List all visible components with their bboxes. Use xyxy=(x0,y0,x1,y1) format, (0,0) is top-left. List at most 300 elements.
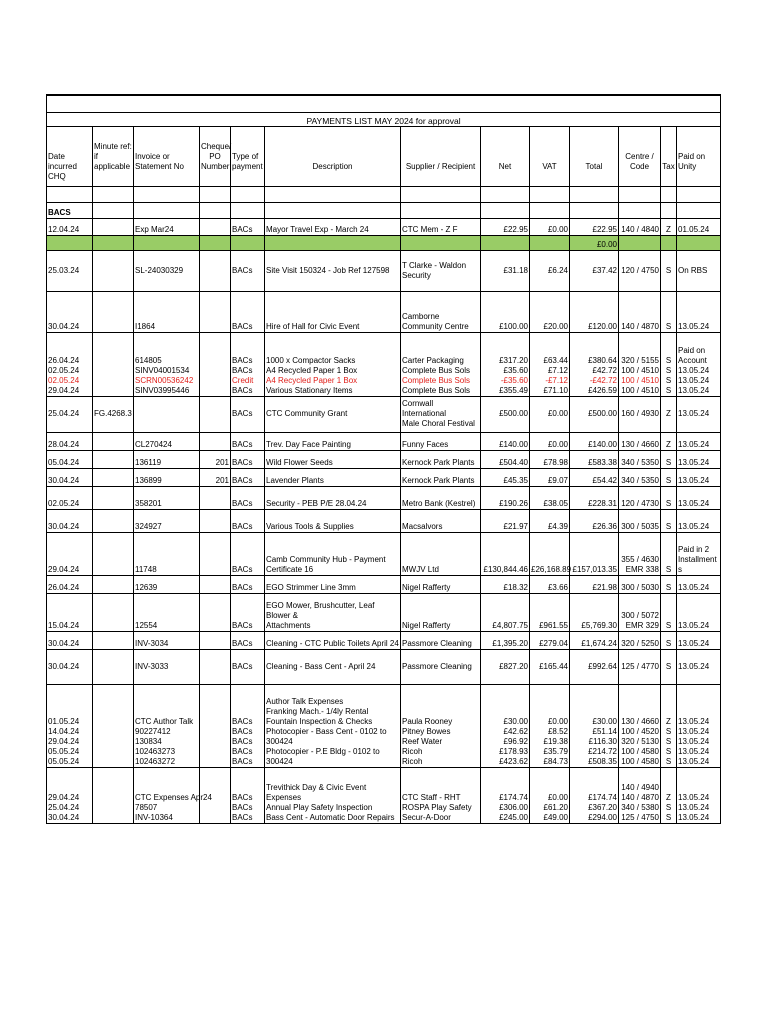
cell-total xyxy=(570,250,619,291)
cell-type xyxy=(231,486,265,509)
minute-line: FG.4268.3 xyxy=(94,409,132,418)
supplier-line: CTC Mem - Z F xyxy=(402,224,458,234)
invoice-line: 358201 xyxy=(135,498,162,508)
cell-paid xyxy=(677,509,721,532)
table-row xyxy=(47,468,721,486)
tax-line: S xyxy=(665,756,672,766)
desc-line: Photocopier - P.E Bldg - 0102 to 300424 xyxy=(266,746,380,766)
date-line: 02.05.24 xyxy=(48,375,80,385)
type-line: BACs xyxy=(232,564,253,574)
table-row xyxy=(47,631,721,649)
cell-vat xyxy=(530,332,570,396)
type-line: BACs xyxy=(232,716,253,726)
supplier-line: Ricoh xyxy=(402,756,423,766)
cell-desc xyxy=(265,684,401,767)
tax-line: S xyxy=(665,355,672,365)
desc-line: Lavender Plants xyxy=(266,475,324,485)
date-line: 30.04.24 xyxy=(48,521,80,531)
vat-line: £7.12 xyxy=(547,365,568,375)
supplier-line: T Clarke - Waldon xyxy=(402,260,467,270)
cell-supplier xyxy=(401,250,481,291)
cell-date xyxy=(47,486,93,509)
cell-date xyxy=(47,767,93,823)
centre-line: 100 / 4510 xyxy=(621,375,659,385)
header-net: Net xyxy=(481,126,530,172)
section-bacs-row xyxy=(47,202,721,218)
total-line: £37.42 xyxy=(592,265,617,275)
cell-vat xyxy=(530,509,570,532)
paid-line: Installment xyxy=(678,554,717,564)
cell-desc xyxy=(265,218,401,235)
cell-centre xyxy=(619,250,661,291)
invoice-line: 130834 xyxy=(135,736,162,746)
cell-total xyxy=(570,450,619,468)
cell-vat xyxy=(530,450,570,468)
centre-line: 340 / 5350 xyxy=(621,457,659,467)
date-line: 25.03.24 xyxy=(48,265,80,275)
cell-net xyxy=(481,631,530,649)
cell-desc xyxy=(265,468,401,486)
cell-date xyxy=(47,432,93,450)
total-line: £51.14 xyxy=(592,726,617,736)
cell-vat xyxy=(530,468,570,486)
tax-line: S xyxy=(665,475,672,485)
paid-line: 13.05.24 xyxy=(678,409,710,418)
cell-date xyxy=(47,396,93,432)
cell-invoice xyxy=(134,532,200,575)
cell-net xyxy=(481,432,530,450)
cell-net xyxy=(481,218,530,235)
cell-invoice xyxy=(134,649,200,684)
table-row xyxy=(47,396,721,432)
cell-total xyxy=(570,593,619,631)
paid-line: 13.05.24 xyxy=(678,521,710,531)
centre-line: 125 / 4770 xyxy=(621,661,659,671)
desc-line: Cleaning - Bass Cent - April 24 xyxy=(266,661,376,671)
tax-line: S xyxy=(665,736,672,746)
centre-line: 125 / 4750 xyxy=(621,812,659,822)
net-line: £827.20 xyxy=(499,661,528,671)
cell-paid xyxy=(677,218,721,235)
date-line: 29.04.24 xyxy=(48,792,80,802)
invoice-line: INV-3033 xyxy=(135,661,169,671)
tax-line: Z xyxy=(666,792,671,802)
header-row xyxy=(47,126,721,172)
vat-line: £0.00 xyxy=(547,409,568,418)
cell-cheque xyxy=(200,291,231,332)
total-line: £157,013.35 xyxy=(572,564,617,574)
cell-desc xyxy=(265,291,401,332)
supplier-line: Paula Rooney xyxy=(402,716,453,726)
net-line: £423.62 xyxy=(499,756,528,766)
table-row xyxy=(47,250,721,291)
table-row xyxy=(47,593,721,631)
total-line: -£42.72 xyxy=(589,375,617,385)
cell-minute xyxy=(93,509,134,532)
cell-desc xyxy=(265,332,401,396)
supplier-line: Complete Bus Sols xyxy=(402,365,471,375)
paid-line: 13.05.24 xyxy=(678,385,710,395)
centre-line: 130 / 4660 xyxy=(621,439,659,449)
cell-vat xyxy=(530,250,570,291)
payments-table xyxy=(46,94,721,824)
vat-line: £78.98 xyxy=(543,457,568,467)
net-line: £22.95 xyxy=(503,224,528,234)
invoice-line: 12639 xyxy=(135,582,158,592)
type-line: Credit xyxy=(232,375,254,385)
tax-line: S xyxy=(665,812,672,822)
invoice-line: 90227412 xyxy=(135,726,171,736)
cell-total xyxy=(570,486,619,509)
type-line: BACs xyxy=(232,498,253,508)
cell-supplier xyxy=(401,332,481,396)
cell-cheque xyxy=(200,450,231,468)
cell-centre xyxy=(619,575,661,593)
cell-centre xyxy=(619,450,661,468)
cell-cheque xyxy=(200,468,231,486)
paid-line: 13.05.24 xyxy=(678,726,710,736)
cell-invoice xyxy=(134,432,200,450)
type-line: BACs xyxy=(232,746,253,756)
net-line: £96.92 xyxy=(503,736,528,746)
vat-line: £8.52 xyxy=(547,726,568,736)
paid-line: 13.05.24 xyxy=(678,638,710,648)
net-line: £45.35 xyxy=(503,475,528,485)
cell-paid xyxy=(677,432,721,450)
desc-line: Various Tools & Supplies xyxy=(266,521,354,531)
cell-paid xyxy=(677,631,721,649)
vat-line: £3.66 xyxy=(547,582,568,592)
type-line: BACs xyxy=(232,439,253,449)
paid-line: 13.05.24 xyxy=(678,792,710,802)
total-line: £5,769.30 xyxy=(581,620,617,630)
green-total-row xyxy=(47,235,721,250)
vat-line: £0.00 xyxy=(547,716,568,726)
supplier-line: Passmore Cleaning xyxy=(402,638,472,648)
vat-line: £38.05 xyxy=(543,498,568,508)
desc-line: Author Talk Expenses xyxy=(266,696,344,706)
header-vat: VAT xyxy=(530,126,570,172)
header-type: Type of payment xyxy=(231,126,265,172)
cell-tax xyxy=(661,532,677,575)
cell-type xyxy=(231,684,265,767)
total-line: £174.74 xyxy=(588,792,617,802)
cell-cheque xyxy=(200,432,231,450)
cell-centre xyxy=(619,332,661,396)
header-centre: Centre / Code xyxy=(619,126,661,172)
centre-line: 100 / 4520 xyxy=(621,726,659,736)
centre-line: 100 / 4580 xyxy=(621,746,659,756)
cell-type xyxy=(231,767,265,823)
desc-line: CTC Community Grant xyxy=(266,409,348,418)
desc-line: Cleaning - CTC Public Toilets April 24 xyxy=(266,638,399,648)
invoice-line: CTC Author Talk xyxy=(135,716,194,726)
cell-centre xyxy=(619,649,661,684)
invoice-line: Exp Mar24 xyxy=(135,224,174,234)
invoice-line: INV-3034 xyxy=(135,638,169,648)
desc-line: Bass Cent - Automatic Door Repairs xyxy=(266,812,395,822)
paid-line: Paid in 2 xyxy=(678,544,710,554)
desc-line: EGO Strimmer Line 3mm xyxy=(266,582,356,592)
cell-type xyxy=(231,396,265,432)
cell-net xyxy=(481,250,530,291)
cell-date xyxy=(47,649,93,684)
tax-line: S xyxy=(665,265,672,275)
desc-line: Franking Mach.- 1/4ly Rental xyxy=(266,706,369,716)
cell-date xyxy=(47,332,93,396)
paid-line: 13.05.24 xyxy=(678,457,710,467)
table-row xyxy=(47,486,721,509)
invoice-line: 12554 xyxy=(135,620,158,630)
table-row xyxy=(47,649,721,684)
cell-cheque xyxy=(200,684,231,767)
paid-line: 13.05.24 xyxy=(678,756,710,766)
cell-desc xyxy=(265,767,401,823)
cell-date xyxy=(47,250,93,291)
paid-line: 13.05.24 xyxy=(678,475,710,485)
cell-paid xyxy=(677,767,721,823)
total-line: £508.35 xyxy=(588,756,617,766)
supplier-line: Community Centre xyxy=(402,321,469,331)
invoice-line: 136119 xyxy=(135,457,162,467)
paid-line: 13.05.24 xyxy=(678,582,710,592)
cell-total xyxy=(570,468,619,486)
section-chq-label: CHQ xyxy=(47,172,93,186)
paid-line: 13.05.24 xyxy=(678,365,710,375)
centre-line: 100 / 4510 xyxy=(621,365,659,375)
net-line: £100.00 xyxy=(499,321,528,331)
date-line: 25.04.24 xyxy=(48,409,80,418)
tax-line: S xyxy=(665,457,672,467)
total-line: £228.31 xyxy=(588,498,617,508)
cell-minute xyxy=(93,631,134,649)
paid-line: 13.05.24 xyxy=(678,498,710,508)
supplier-line: Kernock Park Plants xyxy=(402,475,475,485)
cell-vat xyxy=(530,593,570,631)
cell-cheque xyxy=(200,218,231,235)
date-line: 26.04.24 xyxy=(48,582,80,592)
cell-net xyxy=(481,509,530,532)
cell-minute xyxy=(93,291,134,332)
paid-line: 13.05.24 xyxy=(678,812,710,822)
blank-row xyxy=(47,186,721,202)
cell-paid xyxy=(677,291,721,332)
centre-line: EMR 329 xyxy=(625,620,659,630)
centre-line: 355 / 4630 xyxy=(621,554,659,564)
date-line: 26.04.24 xyxy=(48,355,80,365)
cell-supplier xyxy=(401,631,481,649)
desc-line: Site Visit 150324 - Job Ref 127598 xyxy=(266,265,390,275)
cell-tax xyxy=(661,486,677,509)
desc-line: Hire of Hall for Civic Event xyxy=(266,321,360,331)
date-line: 02.05.24 xyxy=(48,498,80,508)
vat-line: £165.44 xyxy=(539,661,568,671)
cell-invoice xyxy=(134,450,200,468)
net-line: £30.00 xyxy=(503,716,528,726)
centre-line: 300 / 5030 xyxy=(621,582,659,592)
type-line: BACs xyxy=(232,265,253,275)
cell-cheque xyxy=(200,396,231,432)
cell-tax xyxy=(661,767,677,823)
cell-paid xyxy=(677,649,721,684)
cell-date xyxy=(47,684,93,767)
cell-invoice xyxy=(134,593,200,631)
cell-centre xyxy=(619,684,661,767)
cell-centre xyxy=(619,468,661,486)
cell-type xyxy=(231,532,265,575)
desc-line: Trevithick Day & Civic Event Expenses xyxy=(266,782,367,802)
centre-line: 140 / 4840 xyxy=(621,224,659,234)
total-line: £500.00 xyxy=(588,409,617,418)
type-line: BACs xyxy=(232,355,253,365)
cell-desc xyxy=(265,593,401,631)
cell-invoice xyxy=(134,684,200,767)
cell-date xyxy=(47,532,93,575)
cell-paid xyxy=(677,332,721,396)
vat-line: £9.07 xyxy=(547,475,568,485)
header-description: Description xyxy=(265,126,401,172)
cell-type xyxy=(231,218,265,235)
total-line: £22.95 xyxy=(592,224,617,234)
date-line: 30.04.24 xyxy=(48,321,80,331)
cell-total xyxy=(570,684,619,767)
cell-minute xyxy=(93,593,134,631)
cell-supplier xyxy=(401,468,481,486)
cell-type xyxy=(231,631,265,649)
header-tax: Tax xyxy=(661,126,677,172)
cell-net xyxy=(481,468,530,486)
cell-date xyxy=(47,575,93,593)
cell-invoice xyxy=(134,291,200,332)
centre-line: 120 / 4730 xyxy=(621,498,659,508)
cell-desc xyxy=(265,396,401,432)
date-line: 30.04.24 xyxy=(48,638,80,648)
cell-total xyxy=(570,649,619,684)
tax-line: S xyxy=(665,802,672,812)
total-line: £140.00 xyxy=(588,439,617,449)
centre-line: 340 / 5380 xyxy=(621,802,659,812)
cell-net xyxy=(481,684,530,767)
cell-vat xyxy=(530,532,570,575)
desc-line: 1000 x Compactor Sacks xyxy=(266,355,356,365)
cell-type xyxy=(231,291,265,332)
tax-line: S xyxy=(665,582,672,592)
total-line: £116.30 xyxy=(588,736,617,746)
net-line: £21.97 xyxy=(503,521,528,531)
type-line: BACs xyxy=(232,638,253,648)
cell-type xyxy=(231,432,265,450)
supplier-line: Pitney Bowes xyxy=(402,726,451,736)
cell-supplier xyxy=(401,767,481,823)
type-line: BACs xyxy=(232,736,253,746)
supplier-line: MWJV Ltd xyxy=(402,564,439,574)
cell-cheque xyxy=(200,593,231,631)
total-line: £380.64 xyxy=(588,355,617,365)
total-line: £992.64 xyxy=(588,661,617,671)
cell-vat xyxy=(530,291,570,332)
type-line: BACs xyxy=(232,521,253,531)
cell-cheque xyxy=(200,332,231,396)
centre-line: 100 / 4580 xyxy=(621,756,659,766)
supplier-line: Carter Packaging xyxy=(402,355,464,365)
type-line: BACs xyxy=(232,385,253,395)
invoice-line: SINV03995446 xyxy=(135,385,190,395)
cell-vat xyxy=(530,684,570,767)
cell-minute xyxy=(93,396,134,432)
cell-tax xyxy=(661,631,677,649)
table-row xyxy=(47,684,721,767)
supplier-line: Passmore Cleaning xyxy=(402,661,472,671)
desc-line: Wild Flower Seeds xyxy=(266,457,333,467)
cell-vat xyxy=(530,649,570,684)
vat-line: £0.00 xyxy=(547,792,568,802)
total-line: £294.00 xyxy=(588,812,617,822)
title-row xyxy=(47,112,721,126)
desc-line: Security - PEB P/E 28.04.24 xyxy=(266,498,367,508)
total-line: £54.42 xyxy=(592,475,617,485)
table-row xyxy=(47,767,721,823)
vat-line: £279.04 xyxy=(539,638,568,648)
vat-line: £26,168.89 xyxy=(531,564,572,574)
net-line: £42.62 xyxy=(503,726,528,736)
total-line: £26.36 xyxy=(592,521,617,531)
cell-minute xyxy=(93,575,134,593)
type-line: BACs xyxy=(232,475,253,485)
cell-paid xyxy=(677,684,721,767)
cell-supplier xyxy=(401,450,481,468)
cell-net xyxy=(481,593,530,631)
paid-line: 13.05.24 xyxy=(678,620,710,630)
desc-line: Photocopier - Bass Cent - 0102 to 300424 xyxy=(266,726,387,746)
table-row xyxy=(47,509,721,532)
cell-supplier xyxy=(401,649,481,684)
cell-total xyxy=(570,631,619,649)
tax-line: S xyxy=(665,620,672,630)
total-line: £21.98 xyxy=(592,582,617,592)
invoice-line: 11748 xyxy=(135,564,157,574)
cell-tax xyxy=(661,450,677,468)
cell-minute xyxy=(93,332,134,396)
cell-desc xyxy=(265,250,401,291)
paid-line: 13.05.24 xyxy=(678,439,710,449)
cell-date xyxy=(47,291,93,332)
centre-line: 320 / 5130 xyxy=(621,736,659,746)
cell-cheque xyxy=(200,532,231,575)
cell-vat xyxy=(530,631,570,649)
cell-paid xyxy=(677,486,721,509)
desc-line: Certificate 16 xyxy=(266,564,314,574)
cell-centre xyxy=(619,631,661,649)
cell-cheque xyxy=(200,631,231,649)
cell-invoice xyxy=(134,486,200,509)
invoice-line: 614805 xyxy=(135,355,162,365)
centre-line: 140 / 4870 xyxy=(621,792,659,802)
centre-line: 140 / 4870 xyxy=(621,321,659,331)
invoice-line: 102463272 xyxy=(135,756,176,766)
cell-tax xyxy=(661,332,677,396)
cell-paid xyxy=(677,250,721,291)
date-line: 05.04.24 xyxy=(48,457,80,467)
date-line: 29.04.24 xyxy=(48,564,80,574)
cell-tax xyxy=(661,684,677,767)
tax-line: Z xyxy=(666,439,671,449)
net-line: £500.00 xyxy=(499,409,528,418)
cell-vat xyxy=(530,396,570,432)
invoice-line: 78507 xyxy=(135,802,158,812)
cell-minute xyxy=(93,450,134,468)
type-line: BACs xyxy=(232,620,253,630)
desc-line: Fountain Inspection & Checks xyxy=(266,716,373,726)
